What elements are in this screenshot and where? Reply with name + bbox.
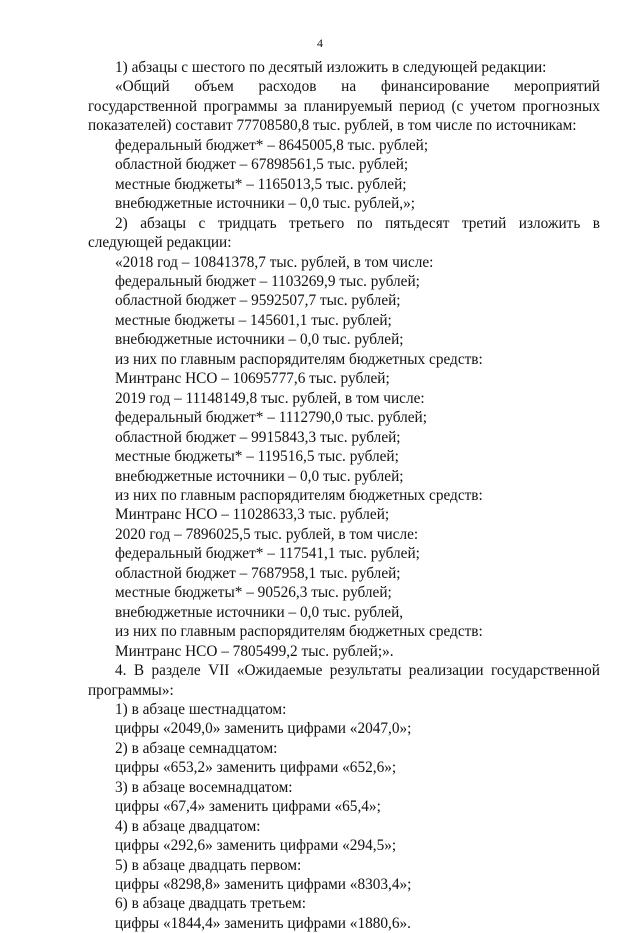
paragraph: Минтранс НСО – 7805499,2 тыс. рублей;». xyxy=(115,642,394,660)
paragraph: областной бюджет – 7687958,1 тыс. рублей; xyxy=(115,564,401,582)
paragraph: федеральный бюджет* – 117541,1 тыс. рублей; xyxy=(115,545,420,563)
paragraph: 2) абзацы с тридцать третьего по пятьдесят третий изложить в следующей редакции: xyxy=(88,214,600,252)
paragraph: федеральный бюджет – 1103269,9 тыс. рублей; xyxy=(115,272,420,290)
paragraph: 4. В разделе VII «Ожидаемые результаты реализации государственной программы»: xyxy=(88,662,600,699)
paragraph: 4) в абзаце двадцатом: xyxy=(115,817,261,835)
paragraph: внебюджетные источники – 0,0 тыс. рублей, xyxy=(115,603,404,621)
paragraph: 1) абзацы с шестого по десятый изложить в следующей редакции: xyxy=(115,59,547,76)
paragraph: «2018 год – 10841378,7 тыс. рублей, в том числе: xyxy=(115,253,434,271)
paragraph: из них по главным распорядителям бюджетных средств: xyxy=(115,350,483,368)
page-number: 4 xyxy=(317,36,323,50)
paragraph: внебюджетные источники – 0,0 тыс. рублей,»; xyxy=(115,195,415,213)
paragraph: 2020 год – 7896025,5 тыс. рублей, в том числе: xyxy=(115,525,419,543)
paragraph: местные бюджеты* – 1165013,5 тыс. рублей; xyxy=(115,175,407,193)
paragraph: цифры «292,6» заменить цифрами «294,5»; xyxy=(115,837,397,855)
paragraph: областной бюджет – 9592507,7 тыс. рублей; xyxy=(115,292,401,310)
paragraph: местные бюджеты* – 119516,5 тыс. рублей; xyxy=(115,448,399,466)
paragraph: местные бюджеты – 145601,1 тыс. рублей; xyxy=(115,311,392,329)
paragraph: 5) в абзаце двадцать первом: xyxy=(115,856,302,874)
paragraph: 6) в абзаце двадцать третьем: xyxy=(115,895,306,913)
paragraph: внебюджетные источники – 0,0 тыс. рублей; xyxy=(115,467,404,485)
paragraph: федеральный бюджет* – 1112790,0 тыс. рублей; xyxy=(115,409,427,427)
paragraph: цифры «1844,4» заменить цифрами «1880,6». xyxy=(115,914,411,932)
paragraph: цифры «67,4» заменить цифрами «65,4»; xyxy=(115,798,381,816)
paragraph: областной бюджет – 9915843,3 тыс. рублей; xyxy=(115,428,401,446)
paragraph: 2) в абзаце семнадцатом: xyxy=(115,739,278,757)
paragraph: из них по главным распорядителям бюджетных средств: xyxy=(115,623,483,641)
paragraph: «Общий объем расходов на финансирование мероприятий государственной программы за планируемый период (с учетом прогнозных показателей) составит 77708580,8 тыс. рублей, в том числе по источникам: xyxy=(88,78,600,135)
document-body xyxy=(88,58,600,933)
paragraph: из них по главным распорядителям бюджетных средств: xyxy=(115,486,483,504)
paragraph: цифры «653,2» заменить цифрами «652,6»; xyxy=(115,759,397,777)
paragraph: цифры «2049,0» заменить цифрами «2047,0»; xyxy=(115,720,412,738)
paragraph: 3) в абзаце восемнадцатом: xyxy=(115,778,293,796)
paragraph: местные бюджеты* – 90526,3 тыс. рублей; xyxy=(115,584,392,602)
paragraph: областной бюджет – 67898561,5 тыс. рублей; xyxy=(115,156,409,174)
paragraph: 2019 год – 11148149,8 тыс. рублей, в том числе: xyxy=(115,389,425,407)
paragraph: федеральный бюджет* – 8645005,8 тыс. рублей; xyxy=(115,136,429,154)
paragraph: Минтранс НСО – 11028633,3 тыс. рублей; xyxy=(115,506,390,524)
paragraph: цифры «8298,8» заменить цифрами «8303,4»; xyxy=(115,876,412,894)
paragraph: Минтранс НСО – 10695777,6 тыс. рублей; xyxy=(115,370,390,388)
paragraph: внебюджетные источники – 0,0 тыс. рублей; xyxy=(115,331,404,349)
paragraph: 1) в абзаце шестнадцатом: xyxy=(115,700,287,718)
